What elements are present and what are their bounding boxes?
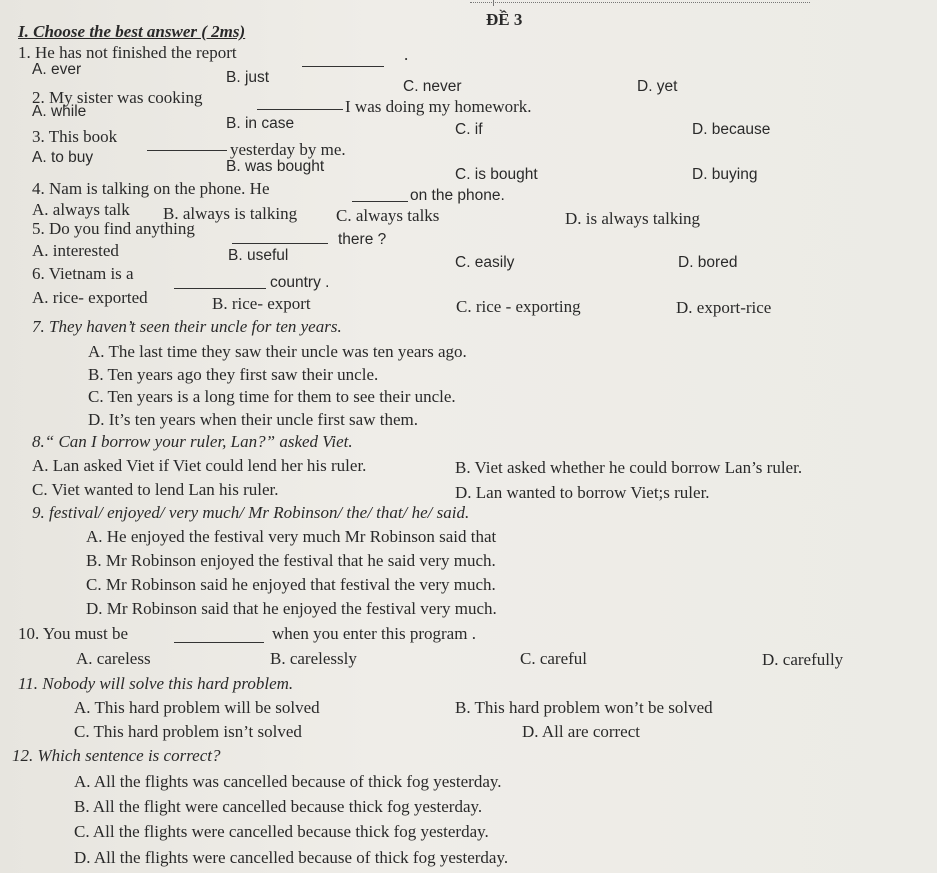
- q3-option-b[interactable]: B. was bought: [226, 158, 325, 175]
- q4-rest: on the phone.: [410, 187, 505, 204]
- q10-option-b[interactable]: B. carelessly: [270, 649, 357, 668]
- q10-blank[interactable]: [174, 628, 264, 648]
- q12-stem: 12. Which sentence is correct?: [12, 746, 221, 765]
- q8-option-a[interactable]: A. Lan asked Viet if Viet could lend her his ruler.: [32, 456, 367, 475]
- q4-option-c[interactable]: C. always talks: [336, 206, 440, 225]
- q4-stem: 4. Nam is talking on the phone. He: [32, 179, 270, 198]
- q4-option-b[interactable]: B. always is talking: [163, 204, 298, 223]
- q5-option-d[interactable]: D. bored: [678, 254, 738, 271]
- q3-blank[interactable]: [147, 136, 227, 156]
- q6-stem: 6. Vietnam is a: [32, 264, 134, 283]
- q10-rest: when you enter this program .: [272, 624, 476, 643]
- q1-stem: 1. He has not finished the report: [18, 43, 237, 62]
- q9-option-b[interactable]: B. Mr Robinson enjoyed the festival that he said very much.: [86, 551, 496, 570]
- q2-option-a[interactable]: A. while: [32, 103, 87, 120]
- q6-option-c[interactable]: C. rice - exporting: [456, 297, 581, 316]
- q1-end: .: [404, 45, 409, 64]
- q3-stem: 3. This book: [32, 127, 118, 146]
- exam-code: ĐỀ 3: [486, 10, 523, 29]
- q5-stem: 5. Do you find anything: [32, 219, 195, 238]
- q6-option-a[interactable]: A. rice- exported: [32, 288, 148, 307]
- top-tick-mark: [493, 0, 497, 6]
- q11-stem: 11. Nobody will solve this hard problem.: [18, 674, 294, 693]
- q12-option-c[interactable]: C. All the flights were cancelled because thick fog yesterday.: [74, 822, 489, 841]
- q1-option-c[interactable]: C. never: [403, 78, 462, 95]
- q10-option-a[interactable]: A. careless: [76, 649, 151, 668]
- q7-option-d[interactable]: D. It’s ten years when their uncle first saw them.: [88, 410, 418, 429]
- q9-option-c[interactable]: C. Mr Robinson said he enjoyed that festival the very much.: [86, 575, 496, 594]
- q10-stem: 10. You must be: [18, 624, 129, 643]
- q5-rest: there ?: [338, 231, 387, 248]
- q8-stem: 8.“ Can I borrow your ruler, Lan?” asked Viet.: [32, 432, 353, 451]
- q5-option-a[interactable]: A. interested: [32, 241, 119, 260]
- q9-option-d[interactable]: D. Mr Robinson said that he enjoyed the festival very much.: [86, 599, 497, 618]
- q1-option-d[interactable]: D. yet: [637, 78, 678, 95]
- q3-option-d[interactable]: D. buying: [692, 166, 758, 183]
- q1-blank[interactable]: [302, 52, 384, 72]
- q8-option-b[interactable]: B. Viet asked whether he could borrow Lan’s ruler.: [455, 458, 803, 477]
- q12-option-a[interactable]: A. All the flights was cancelled because of thick fog yesterday.: [74, 772, 502, 791]
- q4-option-a[interactable]: A. always talk: [32, 200, 130, 219]
- q2-option-d[interactable]: D. because: [692, 121, 771, 138]
- q7-option-a[interactable]: A. The last time they saw their uncle was ten years ago.: [88, 342, 467, 361]
- q7-option-c[interactable]: C. Ten years is a long time for them to see their uncle.: [88, 387, 456, 406]
- q6-option-d[interactable]: D. export-rice: [676, 298, 772, 317]
- top-dotted-line: [470, 2, 810, 3]
- q1-option-b[interactable]: B. just: [226, 69, 270, 86]
- q2-rest: I was doing my homework.: [345, 97, 532, 116]
- q2-option-c[interactable]: C. if: [455, 121, 483, 138]
- q2-stem: 2. My sister was cooking: [32, 88, 203, 107]
- q6-option-b[interactable]: B. rice- export: [212, 294, 311, 313]
- q11-option-b[interactable]: B. This hard problem won’t be solved: [455, 698, 713, 717]
- q6-rest: country .: [270, 274, 330, 291]
- q5-option-b[interactable]: B. useful: [228, 247, 289, 264]
- q9-option-a[interactable]: A. He enjoyed the festival very much Mr Robinson said that: [86, 527, 497, 546]
- q11-option-a[interactable]: A. This hard problem will be solved: [74, 698, 320, 717]
- q2-blank[interactable]: [257, 95, 343, 115]
- q12-option-d[interactable]: D. All the flights were cancelled because of thick fog yesterday.: [74, 848, 509, 867]
- q12-option-b[interactable]: B. All the flight were cancelled because thick fog yesterday.: [74, 797, 483, 816]
- q7-option-b[interactable]: B. Ten years ago they first saw their uncle.: [88, 365, 379, 384]
- q4-blank[interactable]: [352, 187, 408, 207]
- q10-option-c[interactable]: C. careful: [520, 649, 588, 668]
- q11-option-d[interactable]: D. All are correct: [522, 722, 640, 741]
- section-title: I. Choose the best answer ( 2ms): [18, 22, 246, 41]
- q4-option-d[interactable]: D. is always talking: [565, 209, 701, 228]
- q3-rest: yesterday by me.: [230, 140, 346, 159]
- q10-option-d[interactable]: D. carefully: [762, 650, 844, 669]
- q11-option-c[interactable]: C. This hard problem isn’t solved: [74, 722, 302, 741]
- q7-stem: 7. They haven’t seen their uncle for ten years.: [32, 317, 342, 336]
- q3-option-a[interactable]: A. to buy: [32, 149, 94, 166]
- q2-option-b[interactable]: B. in case: [226, 115, 295, 132]
- q5-blank[interactable]: [232, 229, 328, 249]
- q5-option-c[interactable]: C. easily: [455, 254, 515, 271]
- q6-blank[interactable]: [174, 274, 266, 294]
- q1-option-a[interactable]: A. ever: [32, 61, 82, 78]
- q8-option-c[interactable]: C. Viet wanted to lend Lan his ruler.: [32, 480, 279, 499]
- q9-stem: 9. festival/ enjoyed/ very much/ Mr Robinson/ the/ that/ he/ said.: [32, 503, 470, 522]
- q8-option-d[interactable]: D. Lan wanted to borrow Viet;s ruler.: [455, 483, 710, 502]
- q3-option-c[interactable]: C. is bought: [455, 166, 538, 183]
